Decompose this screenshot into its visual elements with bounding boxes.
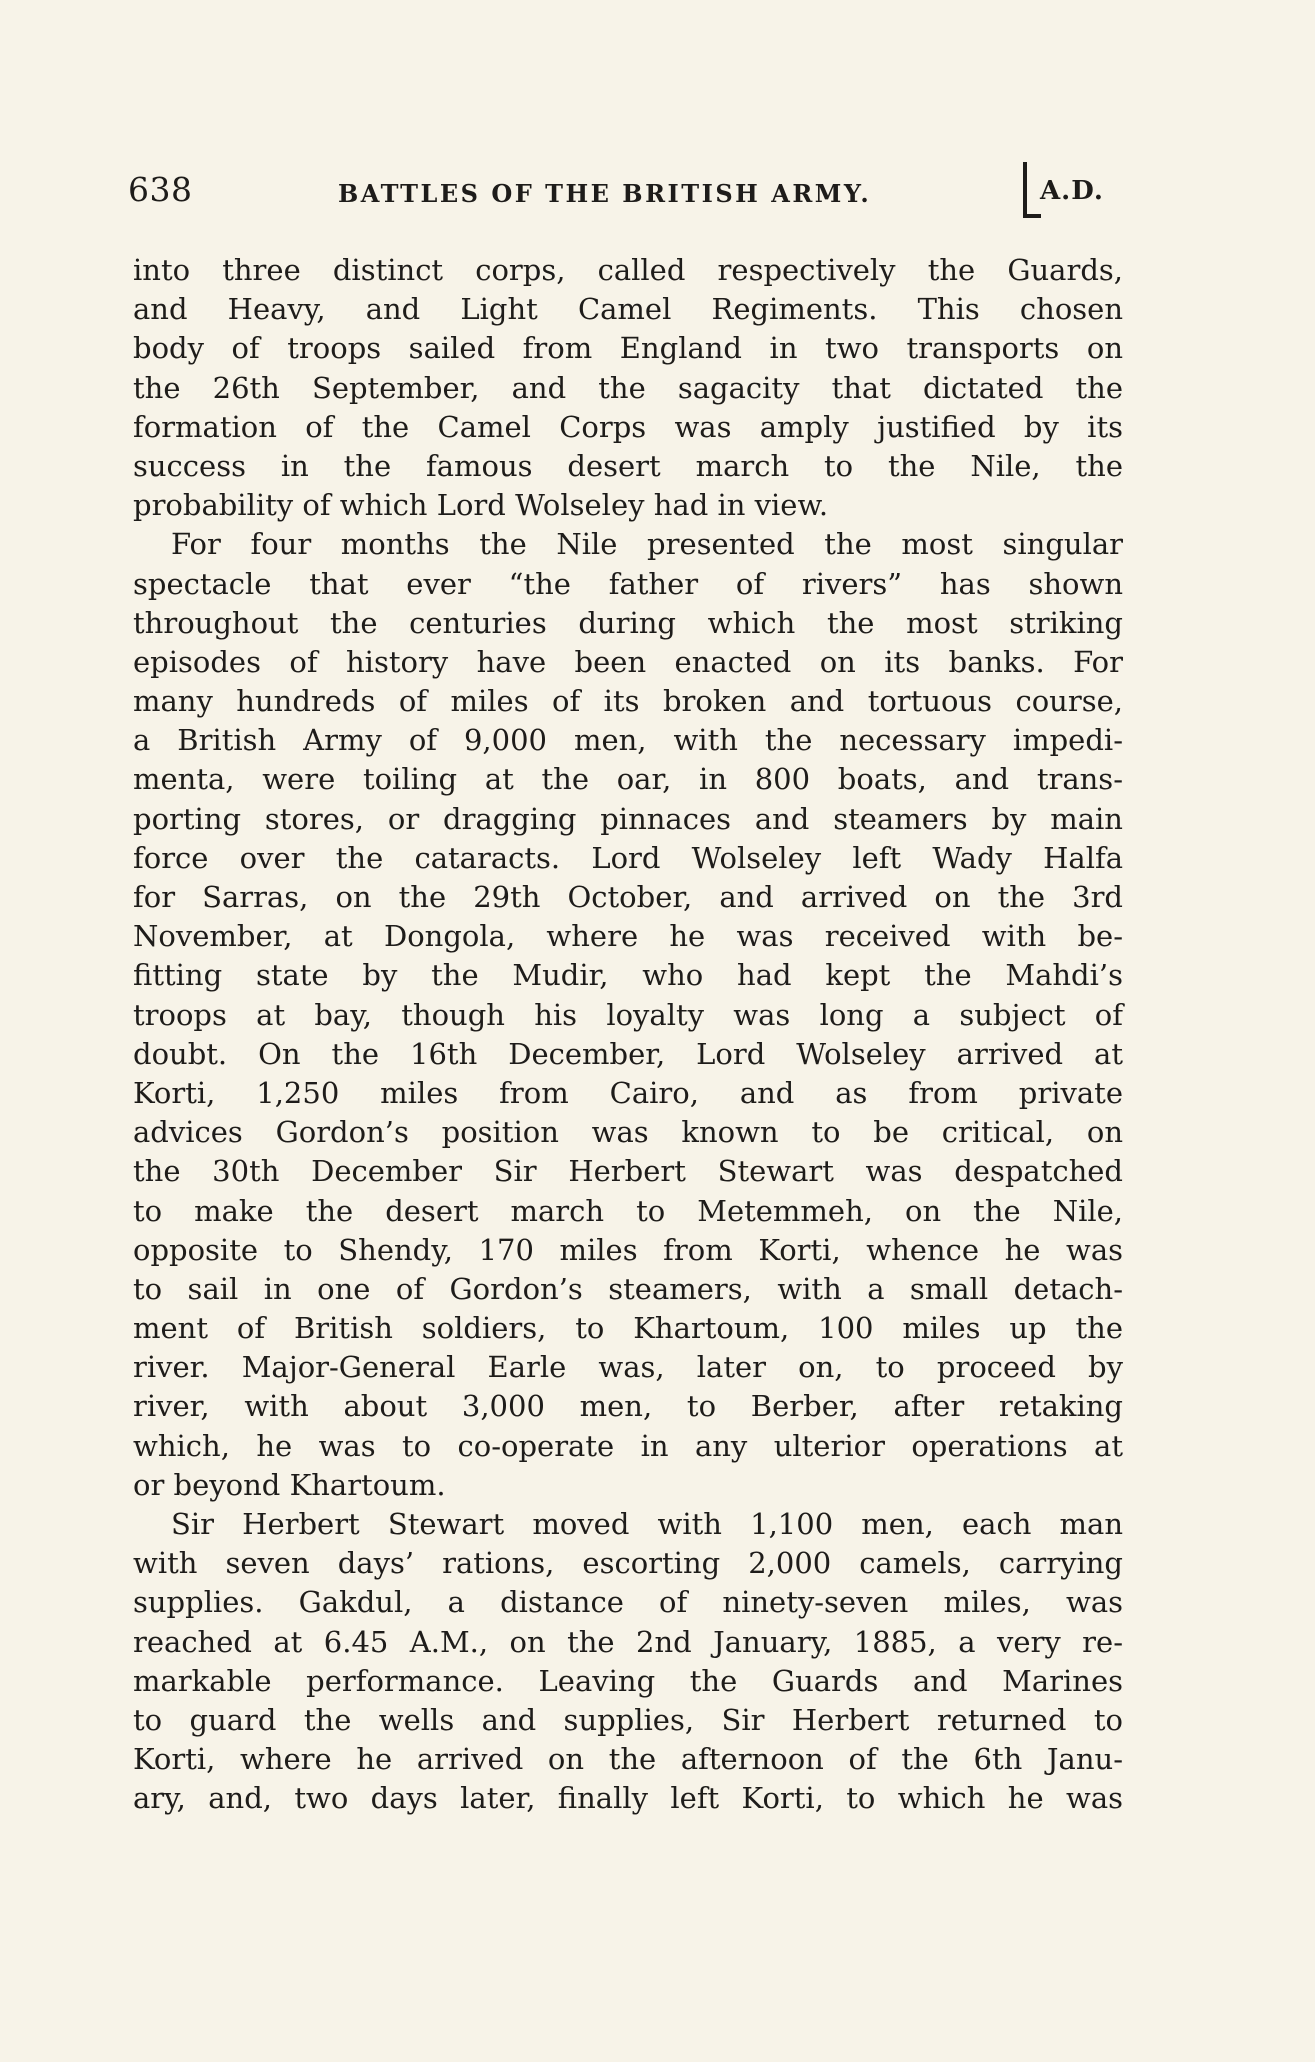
- text-line: to guard the wells and supplies, Sir Herbert returned to: [133, 1702, 1123, 1737]
- text-line: menta, were toiling at the oar, in 800 boats, and trans-: [133, 762, 1123, 797]
- running-title: BATTLES OF THE BRITISH ARMY.: [338, 179, 872, 208]
- text-line: episodes of history have been enacted on its banks. For: [133, 644, 1123, 679]
- text-line: Sir Herbert Stewart moved with 1,100 men, each man: [171, 1507, 1123, 1541]
- text-line: Korti, 1,250 miles from Cairo, and as from private: [133, 1075, 1123, 1110]
- text-line: and Heavy, and Light Camel Regiments. This chosen: [133, 292, 1123, 327]
- page-number: 638: [128, 170, 193, 209]
- text-line: November, at Dongola, where he was received with be-: [133, 919, 1123, 954]
- text-line: ary, and, two days later, finally left Korti, to which he was: [133, 1781, 1123, 1816]
- text-line: markable performance. Leaving the Guards and Marines: [133, 1663, 1123, 1698]
- text-line: river, with about 3,000 men, to Berber, after retaking: [133, 1389, 1123, 1424]
- text-line: probability of which Lord Wolseley had in view.: [133, 488, 829, 523]
- text-line: into three distinct corps, called respectively the Guards,: [133, 253, 1123, 287]
- text-line: a British Army of 9,000 men, with the necessary impedi-: [133, 723, 1123, 758]
- page-header: [128, 166, 1140, 218]
- text-line: doubt. On the 16th December, Lord Wolseley arrived at: [133, 1036, 1123, 1071]
- text-line: for Sarras, on the 29th October, and arrived on the 3rd: [133, 880, 1123, 914]
- text-line: or beyond Khartoum.: [133, 1467, 446, 1502]
- text-line: opposite to Shendy, 170 miles from Korti, whence he was: [133, 1232, 1123, 1267]
- text-line: ment of British soldiers, to Khartoum, 100 miles up the: [133, 1311, 1123, 1346]
- text-line: the 26th September, and the sagacity that dictated the: [133, 370, 1123, 405]
- text-line: Korti, where he arrived on the afternoon of the 6th Janu-: [133, 1742, 1123, 1777]
- body-text: [133, 251, 1123, 1819]
- text-line: river. Major-General Earle was, later on, to proceed by: [133, 1350, 1123, 1385]
- text-line: formation of the Camel Corps was amply justified by its: [133, 409, 1123, 444]
- text-line: many hundreds of miles of its broken and tortuous course,: [133, 684, 1123, 719]
- text-line: For four months the Nile presented the most singular: [171, 527, 1123, 562]
- text-line: throughout the centuries during which the most striking: [133, 605, 1123, 640]
- text-line: the 30th December Sir Herbert Stewart was despatched: [133, 1154, 1123, 1189]
- text-line: spectacle that ever “the father of rivers” has shown: [133, 566, 1123, 601]
- text-line: advices Gordon’s position was known to be critical, on: [133, 1115, 1123, 1150]
- text-line: troops at bay, though his loyalty was long a subject of: [133, 997, 1123, 1032]
- text-line: which, he was to co-operate in any ulterior operations at: [133, 1428, 1123, 1463]
- text-line: supplies. Gakdul, a distance of ninety-seven miles, was: [133, 1585, 1123, 1620]
- era-label: A.D.: [1040, 176, 1104, 206]
- text-line: porting stores, or dragging pinnaces and steamers by main: [133, 801, 1123, 836]
- bracket-mark: [1023, 162, 1041, 218]
- text-line: to make the desert march to Metemmeh, on the Nile,: [133, 1193, 1123, 1228]
- text-line: reached at 6.45 A.M., on the 2nd January, 1885, a very re-: [133, 1624, 1123, 1659]
- text-line: success in the famous desert march to the Nile, the: [133, 448, 1123, 483]
- text-line: fitting state by the Mudir, who had kept the Mahdi’s: [133, 958, 1123, 993]
- text-line: with seven days’ rations, escorting 2,000 camels, carrying: [133, 1546, 1123, 1581]
- text-line: body of troops sailed from England in two transports on: [133, 331, 1123, 366]
- text-line: force over the cataracts. Lord Wolseley left Wady Halfa: [133, 840, 1123, 875]
- text-line: to sail in one of Gordon’s steamers, with a small detach-: [133, 1271, 1123, 1306]
